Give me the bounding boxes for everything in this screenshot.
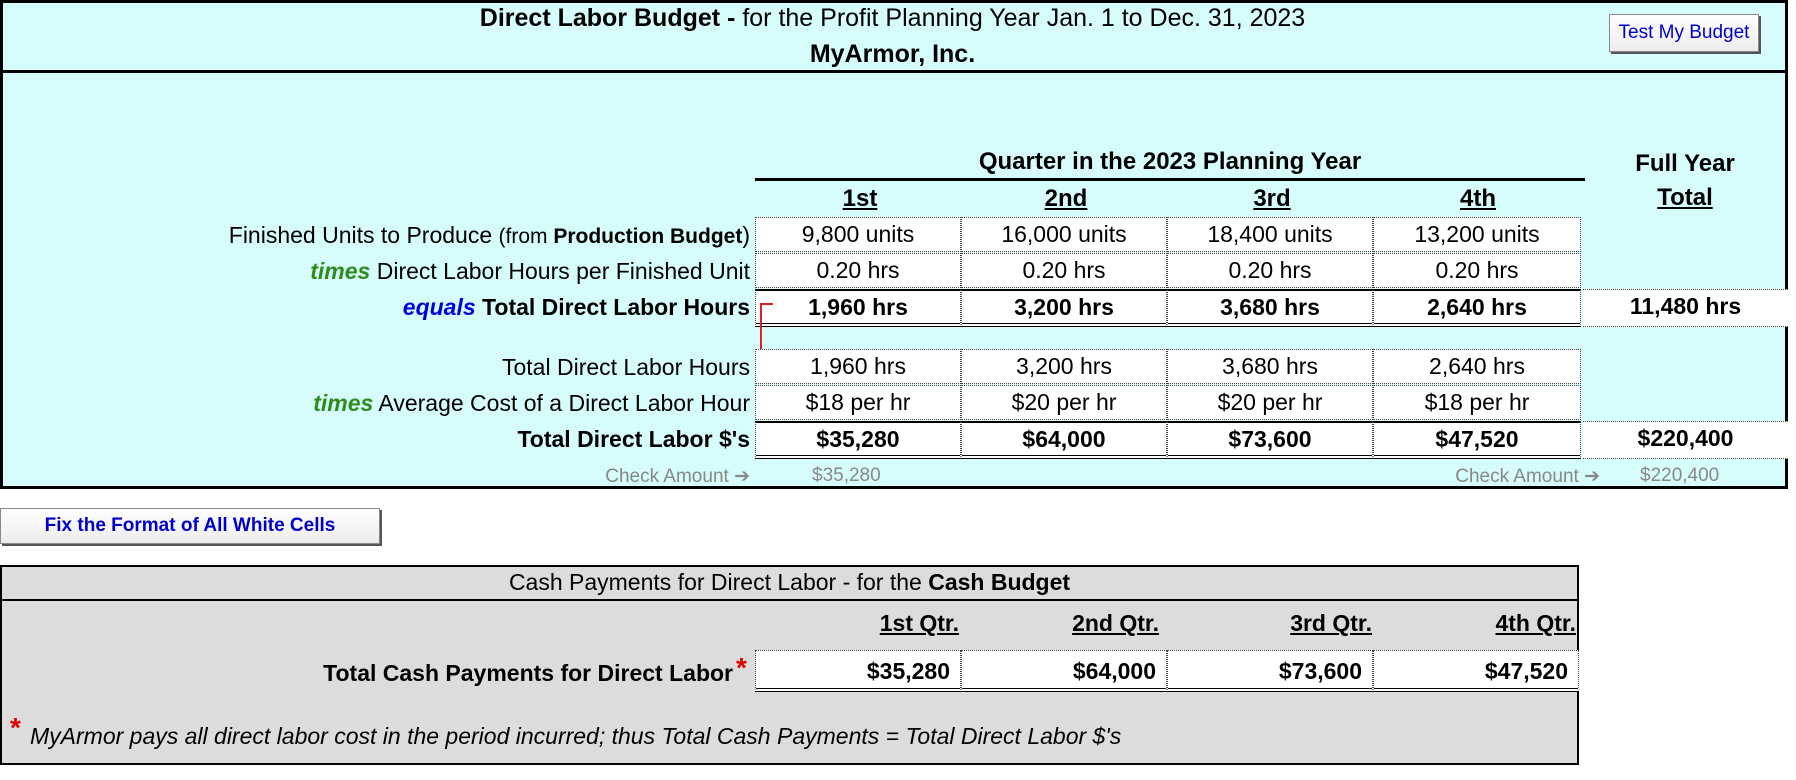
total-hours-cell-q1[interactable]: 1,960 hrs — [755, 289, 961, 327]
row-label-hours-per-unit — [0, 258, 750, 285]
title-bold: Direct Labor Budget - — [479, 4, 736, 32]
units-cell-q1[interactable]: 9,800 units — [755, 217, 961, 252]
cash-payments-title — [0, 565, 1579, 601]
quarter-group-title: Quarter in the 2023 Planning Year — [978, 148, 1362, 175]
units-label-main: Finished Units to Produce — [228, 222, 499, 248]
times-operator: times — [313, 390, 374, 416]
check-amount-value-total: $220,400 — [1640, 465, 1720, 486]
cash-footnote: MyArmor pays all direct labor cost in the period incurred; thus Total Cash Payments = Total Direct Labor $'s — [30, 723, 1122, 749]
units-label-close: ) — [742, 222, 750, 248]
check-label-text: Check Amount — [1455, 466, 1579, 487]
check-amount-value-q1: $35,280 — [812, 465, 881, 486]
total-hours-label: Total Direct Labor Hours — [475, 294, 750, 320]
total-hours-cell-q2[interactable]: 3,200 hrs — [961, 289, 1167, 327]
title-rest: for the Profit Planning Year Jan. 1 to Dec. 31, 2023 — [735, 4, 1306, 32]
cash-payment-cell-q2[interactable]: $64,000 — [961, 650, 1167, 692]
row-label-avg-cost — [0, 390, 750, 417]
hours-again-cell-q4[interactable]: 2,640 hrs — [1373, 349, 1581, 384]
avg-cost-label: Average Cost of a Direct Labor Hour — [373, 390, 750, 416]
cash-payment-cell-q1[interactable]: $35,280 — [755, 650, 961, 692]
total-hours-cell-q3[interactable]: 3,680 hrs — [1167, 289, 1373, 327]
row-label-total-hours — [0, 294, 750, 321]
hours-per-unit-cell-q3[interactable]: 0.20 hrs — [1167, 253, 1373, 288]
total-hours-full-year[interactable]: 11,480 hrs — [1583, 289, 1788, 327]
units-label-source: Production Budget — [553, 225, 743, 248]
asterisk-icon: * — [736, 652, 747, 683]
equals-operator: equals — [402, 294, 476, 320]
hours-per-unit-label: Direct Labor Hours per Finished Unit — [370, 258, 750, 284]
avg-cost-cell-q4[interactable]: $18 per hr — [1373, 385, 1581, 420]
quarter-header-2: 2nd — [1044, 185, 1088, 212]
page-title — [0, 4, 1785, 33]
check-amount-label-q1 — [520, 465, 750, 488]
total-dollars-cell-q4[interactable]: $47,520 — [1373, 421, 1581, 459]
quarter-group-underline — [755, 178, 1585, 181]
cash-quarter-header-3: 3rd Qtr. — [1290, 610, 1372, 636]
row-label-hours-again: Total Direct Labor Hours — [502, 354, 750, 380]
footnote-asterisk-icon: * — [10, 712, 21, 743]
cash-payment-cell-q4[interactable]: $47,520 — [1373, 650, 1579, 692]
cash-quarter-header-1: 1st Qtr. — [879, 610, 959, 636]
check-label-text: Check Amount — [605, 466, 729, 487]
units-cell-q2[interactable]: 16,000 units — [961, 217, 1167, 252]
hours-again-cell-q1[interactable]: 1,960 hrs — [755, 349, 961, 384]
total-dollars-cell-q3[interactable]: $73,600 — [1167, 421, 1373, 459]
right-arrow-icon: ➔ — [1584, 466, 1600, 487]
hours-per-unit-cell-q2[interactable]: 0.20 hrs — [961, 253, 1167, 288]
hours-per-unit-cell-q4[interactable]: 0.20 hrs — [1373, 253, 1581, 288]
cash-row-label: Total Cash Payments for Direct Labor — [323, 660, 733, 686]
quarter-header-4: 4th — [1460, 185, 1496, 212]
units-cell-q4[interactable]: 13,200 units — [1373, 217, 1581, 252]
cash-title-bold: Cash Budget — [928, 569, 1071, 595]
hours-per-unit-cell-q1[interactable]: 0.20 hrs — [755, 253, 961, 288]
company-name: MyArmor, Inc. — [809, 40, 976, 68]
avg-cost-cell-q3[interactable]: $20 per hr — [1167, 385, 1373, 420]
units-cell-q3[interactable]: 18,400 units — [1167, 217, 1373, 252]
total-hours-cell-q4[interactable]: 2,640 hrs — [1373, 289, 1581, 327]
cash-quarter-header-4: 4th Qtr. — [1495, 610, 1576, 636]
times-operator: times — [310, 258, 371, 284]
full-year-header: Full Year — [1635, 150, 1735, 177]
check-amount-label-total — [1350, 465, 1600, 488]
hours-again-cell-q2[interactable]: 3,200 hrs — [961, 349, 1167, 384]
fix-format-button[interactable]: Fix the Format of All White Cells — [0, 508, 380, 544]
row-label-units — [0, 222, 750, 249]
quarter-header-3: 3rd — [1253, 185, 1291, 212]
total-dollars-full-year[interactable]: $220,400 — [1583, 421, 1788, 459]
cash-payment-cell-q3[interactable]: $73,600 — [1167, 650, 1373, 692]
row-label-total-dollars: Total Direct Labor $'s — [517, 426, 750, 452]
test-my-budget-button[interactable]: Test My Budget — [1609, 14, 1759, 52]
total-dollars-cell-q2[interactable]: $64,000 — [961, 421, 1167, 459]
cash-title-plain: Cash Payments for Direct Labor - for the — [508, 569, 929, 595]
full-year-total-header: Total — [1657, 184, 1713, 211]
quarter-header-1: 1st — [842, 185, 878, 212]
cash-quarter-header-2: 2nd Qtr. — [1072, 610, 1159, 636]
hours-again-cell-q3[interactable]: 3,680 hrs — [1167, 349, 1373, 384]
units-label-from: (from — [498, 225, 554, 248]
avg-cost-cell-q1[interactable]: $18 per hr — [755, 385, 961, 420]
right-arrow-icon: ➔ — [734, 466, 750, 487]
avg-cost-cell-q2[interactable]: $20 per hr — [961, 385, 1167, 420]
total-dollars-cell-q1[interactable]: $35,280 — [755, 421, 961, 459]
